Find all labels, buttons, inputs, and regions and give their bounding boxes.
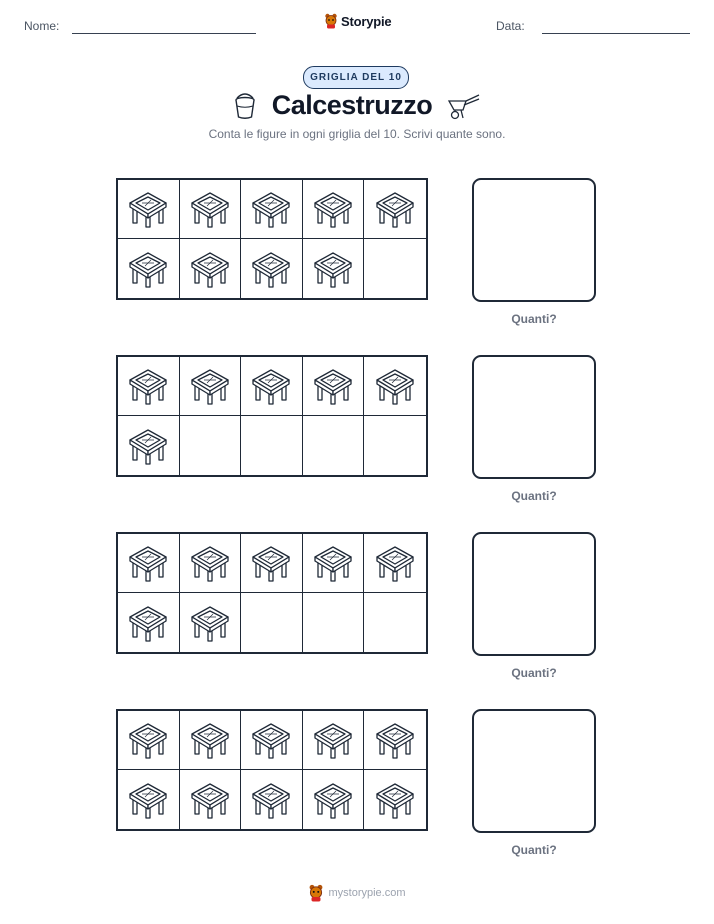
name-line[interactable]: [72, 33, 256, 34]
frame-cell: [180, 534, 242, 593]
wooden-frame-icon: [249, 364, 293, 408]
wooden-frame-icon: [188, 187, 232, 231]
frame-cell: [364, 180, 426, 239]
wooden-frame-icon: [188, 778, 232, 822]
frame-cell: [180, 593, 242, 652]
wooden-frame-icon: [373, 778, 417, 822]
frame-cell: [241, 770, 303, 829]
answer-label-4: Quanti?: [511, 843, 557, 857]
frame-cell: [180, 239, 242, 298]
title-row: [0, 90, 714, 121]
wooden-frame-icon: [249, 541, 293, 585]
frame-cell: [364, 711, 426, 770]
page-title: Calcestruzzo: [271, 90, 433, 120]
wooden-frame-icon: [126, 541, 170, 585]
wooden-frame-icon: [373, 364, 417, 408]
answer-box-1[interactable]: [472, 178, 596, 302]
ten-frame-1: [116, 178, 428, 300]
wooden-frame-icon: [249, 247, 293, 291]
frame-cell: [364, 770, 426, 829]
frame-cell: [303, 711, 365, 770]
answer-label-1: Quanti?: [511, 312, 557, 326]
wooden-frame-icon: [311, 541, 355, 585]
wooden-frame-icon: [188, 247, 232, 291]
answer-box-2[interactable]: [472, 355, 596, 479]
frame-cell: [180, 770, 242, 829]
frame-cell: [364, 593, 426, 652]
footer: [0, 884, 714, 902]
frame-cell: [118, 357, 180, 416]
ten-frame-3: [116, 532, 428, 654]
frame-cell: [303, 534, 365, 593]
frame-cell: [303, 357, 365, 416]
mascot-icon: [324, 13, 338, 29]
frame-cell: [364, 357, 426, 416]
worksheet-badge: GRIGLIA DEL 10: [303, 66, 409, 89]
frame-cell: [180, 711, 242, 770]
frame-cell: [364, 416, 426, 475]
frame-cell: [118, 711, 180, 770]
frame-cell: [118, 770, 180, 829]
frame-cell: [241, 593, 303, 652]
frame-cell: [303, 180, 365, 239]
wooden-frame-icon: [249, 778, 293, 822]
wooden-frame-icon: [373, 187, 417, 231]
wheelbarrow-icon: [446, 92, 482, 120]
wooden-frame-icon: [188, 364, 232, 408]
frame-cell: [241, 357, 303, 416]
date-label: Data:: [496, 19, 525, 33]
instructions: Conta le figure in ogni griglia del 10. Scrivi quante sono.: [208, 127, 506, 141]
wooden-frame-icon: [373, 541, 417, 585]
name-label: Nome:: [24, 19, 60, 33]
frame-cell: [303, 416, 365, 475]
frame-cell: [180, 416, 242, 475]
wooden-frame-icon: [126, 187, 170, 231]
bucket-icon: [232, 92, 258, 120]
wooden-frame-icon: [126, 718, 170, 762]
mascot-icon: [308, 884, 324, 902]
wooden-frame-icon: [311, 718, 355, 762]
frame-cell: [241, 416, 303, 475]
wooden-frame-icon: [249, 718, 293, 762]
footer-site: mystorypie.com: [328, 887, 406, 899]
date-line[interactable]: [542, 33, 690, 34]
frame-cell: [241, 180, 303, 239]
frame-cell: [180, 357, 242, 416]
frame-cell: [241, 239, 303, 298]
wooden-frame-icon: [126, 601, 170, 645]
frame-cell: [241, 711, 303, 770]
wooden-frame-icon: [188, 601, 232, 645]
ten-frame-4: [116, 709, 428, 831]
answer-box-4[interactable]: [472, 709, 596, 833]
wooden-frame-icon: [188, 718, 232, 762]
wooden-frame-icon: [311, 247, 355, 291]
frame-cell: [364, 534, 426, 593]
wooden-frame-icon: [126, 778, 170, 822]
answer-label-2: Quanti?: [511, 489, 557, 503]
wooden-frame-icon: [373, 718, 417, 762]
wooden-frame-icon: [311, 364, 355, 408]
frame-cell: [241, 534, 303, 593]
frame-cell: [118, 239, 180, 298]
frame-cell: [118, 534, 180, 593]
frame-cell: [303, 770, 365, 829]
wooden-frame-icon: [126, 424, 170, 468]
brand-name: Storypie: [341, 13, 392, 29]
answer-box-3[interactable]: [472, 532, 596, 656]
wooden-frame-icon: [249, 187, 293, 231]
frame-cell: [303, 593, 365, 652]
frame-cell: [180, 180, 242, 239]
wooden-frame-icon: [311, 187, 355, 231]
frame-cell: [118, 416, 180, 475]
frame-cell: [118, 593, 180, 652]
wooden-frame-icon: [126, 364, 170, 408]
ten-frame-2: [116, 355, 428, 477]
frame-cell: [303, 239, 365, 298]
wooden-frame-icon: [126, 247, 170, 291]
brand-logo: [324, 13, 391, 29]
wooden-frame-icon: [188, 541, 232, 585]
wooden-frame-icon: [311, 778, 355, 822]
answer-label-3: Quanti?: [511, 666, 557, 680]
frame-cell: [118, 180, 180, 239]
frame-cell: [364, 239, 426, 298]
